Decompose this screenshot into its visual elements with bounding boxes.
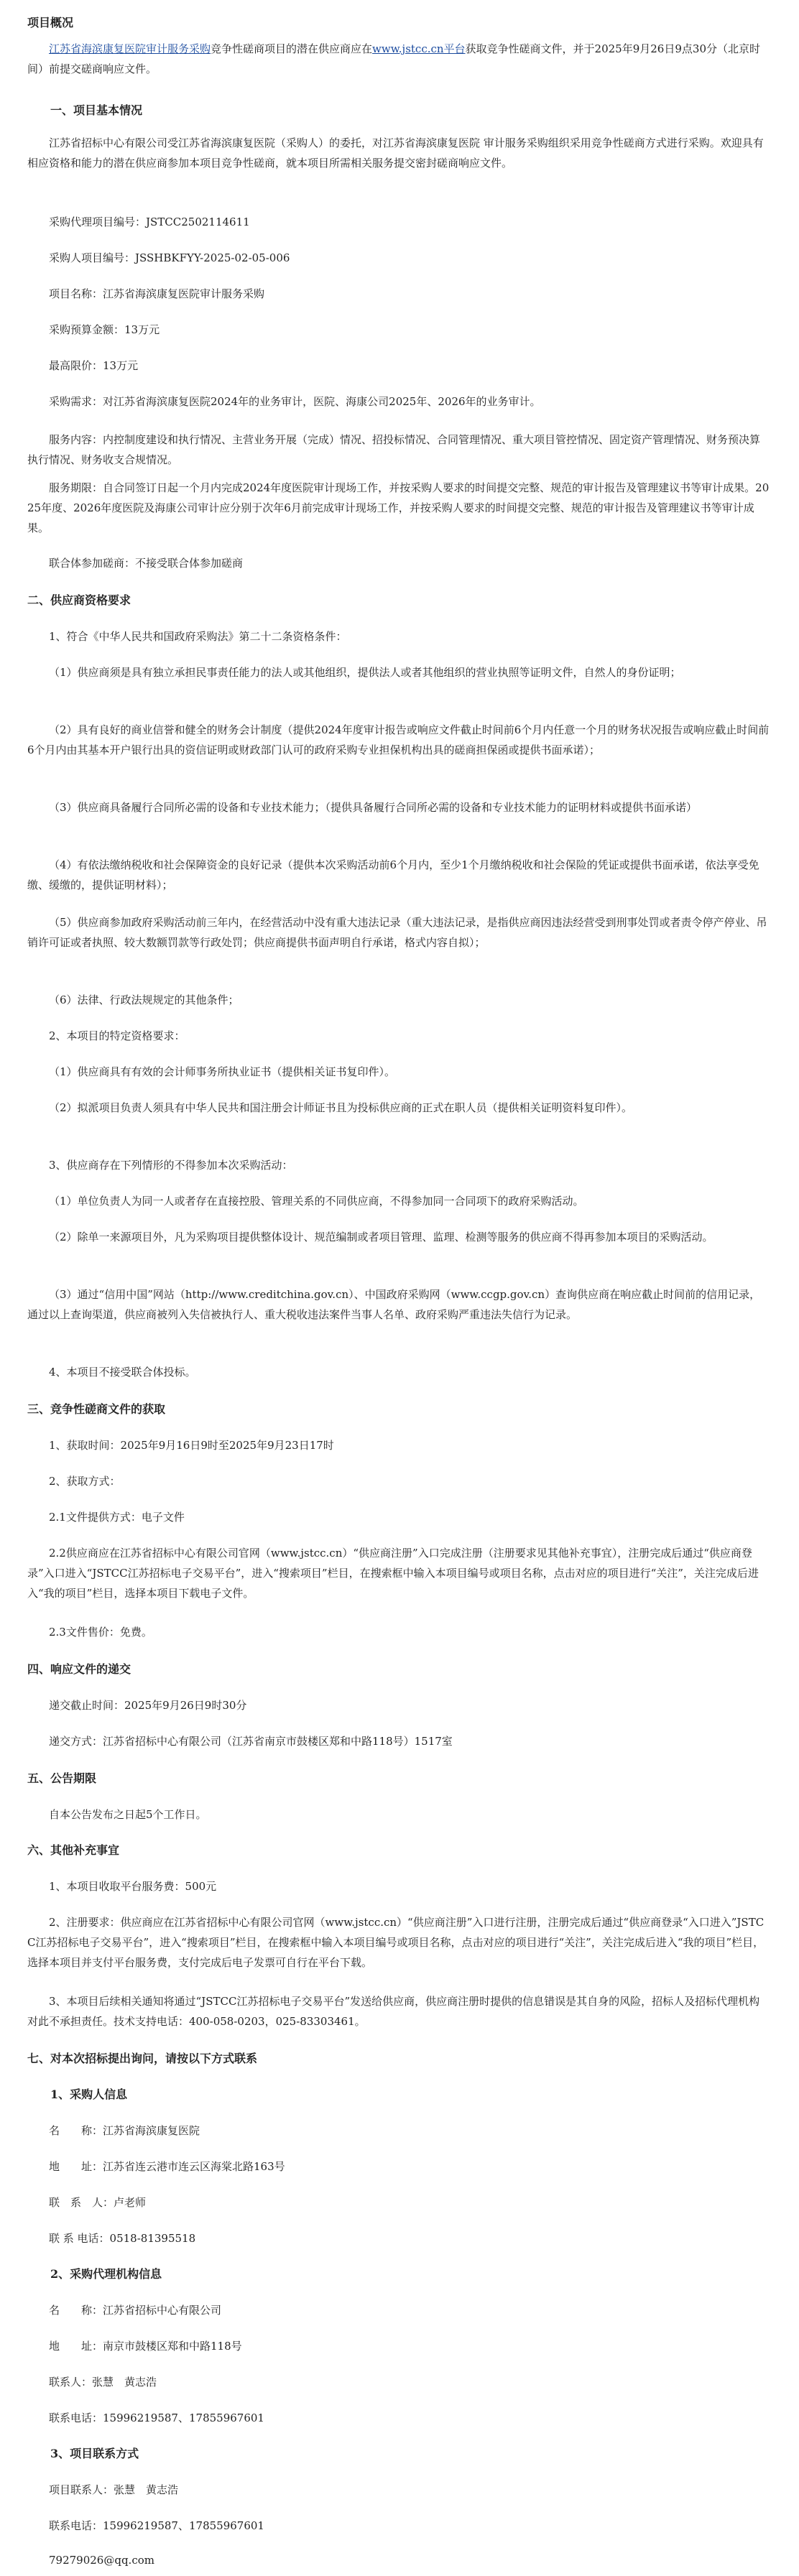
special-s2: （2）拟派项目负责人须具有中华人民共和国注册会计师证书且为投标供应商的正式在职人员（提供相关证明资料复印件）。 xyxy=(49,1101,633,1114)
obtain-time: 1、获取时间：2025年9月16日9时至2025年9月23日17时 xyxy=(49,1439,334,1452)
project-contact: 项目联系人：张慧 黄志浩 xyxy=(49,2483,179,2496)
obtain-method: 2、获取方式： xyxy=(49,1475,121,1488)
overview-text-post: 获取竞争性磋商文件，并于2025年9月26日9点30分（北京时间）前提交磋商响应文件。 xyxy=(27,42,760,75)
overview-paragraph xyxy=(27,39,770,79)
qual-c3: （3）供应商具备履行合同所必需的设备和专业技术能力；（提供具备履行合同所必需的设备和专业技术能力的证明材料或提供书面承诺） xyxy=(49,801,698,814)
qual-item2: 2、本项目的特定资格要求： xyxy=(49,1029,185,1042)
other-i3: 3、本项目后续相关通知将通过“JSTCC江苏招标电子交易平台”发送给供应商，供应商注册时提供的信息错误是其自身的风险，招标人及招标代理机构对此不承担责任。技术支持电话：400-058-0203，025-83303461。 xyxy=(27,1995,760,2028)
overview-title: 项目概况 xyxy=(27,16,74,29)
qual-item3: 3、供应商存在下列情形的不得参加本次采购活动： xyxy=(49,1159,293,1172)
project-phone: 联系电话：15996219587、17855967601 xyxy=(49,2519,264,2532)
submit-place: 递交方式：江苏省招标中心有限公司（江苏省南京市鼓楼区郑和中路118号）1517室 xyxy=(49,1735,453,1748)
project-name: 项目名称：江苏省海滨康复医院审计服务采购 xyxy=(49,287,265,300)
qual-c5: （5）供应商参加政府采购活动前三年内，在经营活动中没有重大违法记录（重大违法记录，是指供应商因违法经营受到刑事处罚或者责令停产停业、吊销许可证或者执照、较大数额罚款等行政处罚；供应商提供书面声明自行承诺，格式内容自拟）； xyxy=(27,916,767,949)
demand: 采购需求：对江苏省海滨康复医院2024年的业务审计，医院、海康公司2025年、2026年的业务审计。 xyxy=(49,395,541,408)
section2-title: 二、供应商资格要求 xyxy=(27,593,131,607)
buyer-project-no: 采购人项目编号：JSSHBKFYY-2025-02-05-006 xyxy=(49,251,290,264)
qual-c4: （4）有依法缴纳税收和社会保障资金的良好记录（提供本次采购活动前6个月内，至少1个月缴纳税收和社会保险的凭证或提供书面承诺，依法享受免缴、缓缴的，提供证明材料）； xyxy=(27,858,759,891)
section6-title: 六、其他补充事宜 xyxy=(27,1843,120,1857)
agency-project-no: 采购代理项目编号：JSTCC2502114611 xyxy=(49,216,250,228)
exclude-e1: （1）单位负责人为同一人或者存在直接控股、管理关系的不同供应商，不得参加同一合同项下的政府采购活动。 xyxy=(49,1195,584,1208)
exclude-e3: （3）通过“信用中国”网站（http://www.creditchina.gov.cn）、中国政府采购网（www.ccgp.gov.cn）查询供应商在响应截止时间前的信用记录，通过以上查询渠道，供应商被列入失信被执行人、重大税收违法案件当事人名单、政府采购严重违法失信行为记录。 xyxy=(27,1288,761,1321)
agency-address: 地 址：南京市鼓楼区郑和中路118号 xyxy=(49,2340,242,2353)
overview-text-mid: 竞争性磋商项目的潜在供应商应在 xyxy=(211,42,373,55)
other-i2: 2、注册要求：供应商应在江苏省招标中心有限公司官网（www.jstcc.cn）“供应商注册”入口进行注册，注册完成后通过“供应商登录“入口进入”JSTCC江苏招标电子交易平台”，进入“搜索项目”栏目，在搜索框中输入本项目编号或项目名称，点击对应的项目进行“关注”，关注完成后进入“我的项目”栏目，选择本项目并支付平台服务费，支付完成后电子发票可自行在平台下载。 xyxy=(27,1916,765,1969)
section1-title: 一、项目基本情况 xyxy=(50,103,143,117)
section5-title: 五、公告期限 xyxy=(27,1771,97,1785)
section1-intro: 江苏省招标中心有限公司受江苏省海滨康复医院（采购人）的委托，对江苏省海滨康复医院 审计服务采购组织采用竞争性磋商方式进行采购。欢迎具有相应资格和能力的潜在供应商参加本项目竞争性磋商，就本项目所需相关服务提交密封磋商响应文件。 xyxy=(27,136,764,170)
section7-title: 七、对本次招标提出询问，请按以下方式联系 xyxy=(27,2052,258,2065)
qual-c2: （2）具有良好的商业信誉和健全的财务会计制度（提供2024年度审计报告或响应文件截止时间前6个月内任意一个月的财务状况报告或响应截止时间前6个月内由其基本开户银行出具的资信证明或财政部门认可的政府采购专业担保机构出具的磋商担保函或提供书面承诺）； xyxy=(27,723,770,756)
agency-contact: 联系人：张慧 黄志浩 xyxy=(49,2376,157,2389)
qual-item1: 1、符合《中华人民共和国政府采购法》第二十二条资格条件： xyxy=(49,630,347,643)
buyer-phone: 联 系 电话：0518-81395518 xyxy=(49,2232,196,2245)
exclude-e2: （2）除单一来源项目外，凡为采购项目提供整体设计、规范编制或者项目管理、监理、检测等服务的供应商不得再参加本项目的采购活动。 xyxy=(49,1231,713,1243)
buyer-contact: 联 系 人：卢老师 xyxy=(49,2196,147,2209)
qual-c1: （1）供应商须是具有独立承担民事责任能力的法人或其他组织，提供法人或者其他组织的营业执照等证明文件，自然人的身份证明； xyxy=(49,666,681,679)
service-content: 服务内容：内控制度建设和执行情况、主营业务开展（完成）情况、招投标情况、合同管理情况、重大项目管控情况、固定资产管理情况、财务预决算执行情况、财务收支合规情况。 xyxy=(27,433,761,466)
notice-period: 自本公告发布之日起5个工作日。 xyxy=(49,1808,207,1821)
buyer-name: 名 称：江苏省海滨康复医院 xyxy=(49,2124,200,2137)
obtain-m2: 2.2供应商应在江苏省招标中心有限公司官网（www.jstcc.cn）“供应商注册”入口完成注册（注册要求见其他补充事宜），注册完成后通过“供应商登录”入口进入“JSTCC江苏招标电子交易平台”，进入“搜索项目”栏目，在搜索框中输入本项目编号或项目名称，点击对应的项目进行“关注”，关注完成后进入“我的项目”栏目，选择本项目下载电子文件。 xyxy=(27,1547,759,1600)
qual-item4: 4、本项目不接受联合体投标。 xyxy=(49,1366,196,1379)
section4-title: 四、响应文件的递交 xyxy=(27,1662,131,1676)
platform-link[interactable]: www.jstcc.cn平台 xyxy=(372,42,466,55)
project-link[interactable]: 江苏省海滨康复医院审计服务采购 xyxy=(49,42,211,55)
buyer-info-title: 1、采购人信息 xyxy=(50,2088,128,2101)
agency-phone: 联系电话：15996219587、17855967601 xyxy=(49,2411,264,2424)
submit-deadline: 递交截止时间：2025年9月26日9时30分 xyxy=(49,1699,247,1712)
special-s1: （1）供应商具有有效的会计师事务所执业证书（提供相关证书复印件）。 xyxy=(49,1065,396,1078)
project-contact-title: 3、项目联系方式 xyxy=(50,2447,139,2460)
agency-name: 名 称：江苏省招标中心有限公司 xyxy=(49,2304,222,2317)
consortium: 联合体参加磋商：不接受联合体参加磋商 xyxy=(49,557,244,570)
qual-c6: （6）法律、行政法规规定的其他条件； xyxy=(49,993,239,1006)
budget: 采购预算金额：13万元 xyxy=(49,323,160,336)
buyer-address: 地 址：江苏省连云港市连云区海棠北路163号 xyxy=(49,2160,285,2173)
other-i1: 1、本项目收取平台服务费：500元 xyxy=(49,1880,217,1893)
section3-title: 三、竞争性磋商文件的获取 xyxy=(27,1402,166,1416)
obtain-m1: 2.1文件提供方式：电子文件 xyxy=(49,1511,185,1524)
max-price: 最高限价：13万元 xyxy=(49,359,139,372)
obtain-m3: 2.3文件售价：免费。 xyxy=(49,1626,152,1639)
agency-info-title: 2、采购代理机构信息 xyxy=(50,2267,162,2281)
service-period: 服务期限：自合同签订日起一个月内完成2024年度医院审计现场工作，并按采购人要求的时间提交完整、规范的审计报告及管理建议书等审计成果。2025年度、2026年度医院及海康公司审计应分别于次年6月前完成审计现场工作，并按采购人要求的时间提交完整、规范的审计报告及管理建议书等审计成果。 xyxy=(27,481,770,534)
contact-email[interactable]: 79279026@qq.com xyxy=(49,2554,154,2567)
